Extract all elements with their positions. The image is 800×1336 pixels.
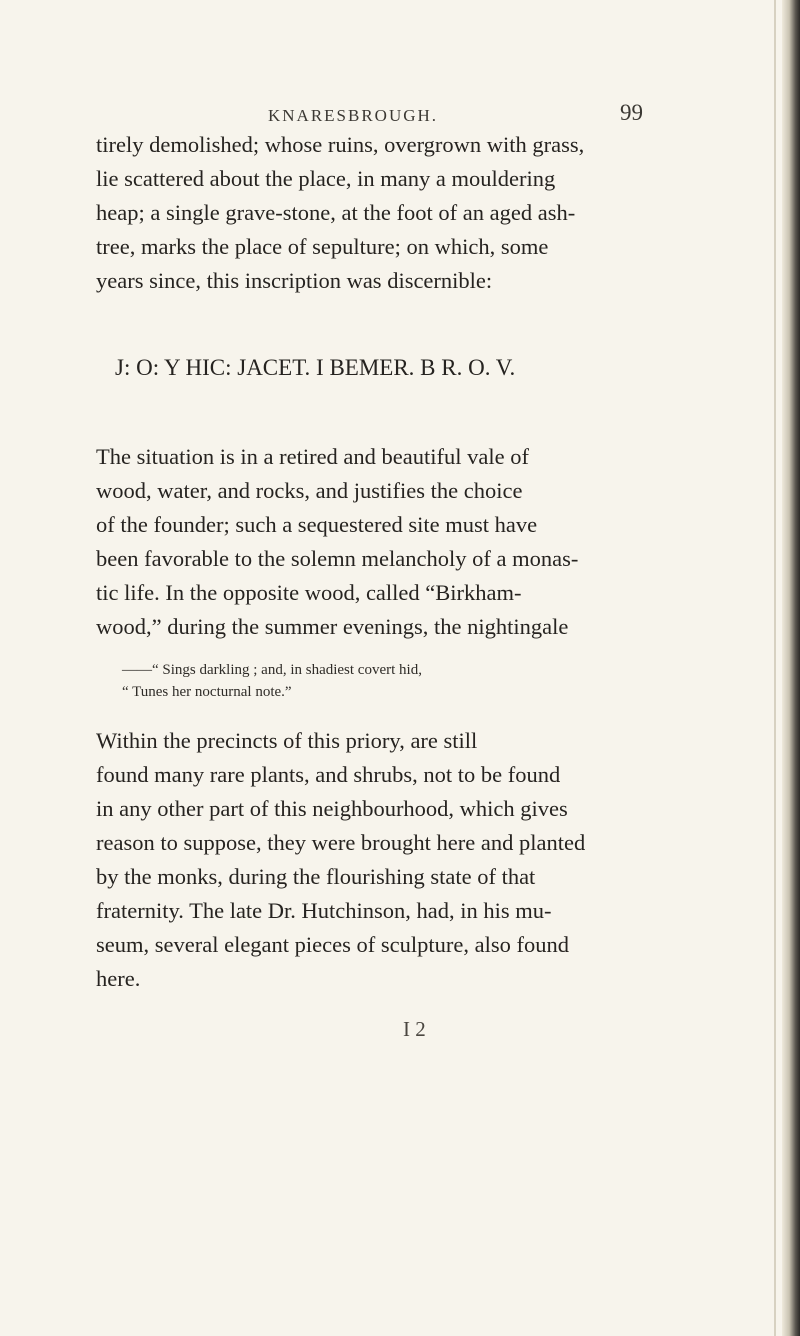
text-line: wood,” during the summer evenings, the nightingale bbox=[96, 614, 569, 639]
page-edge-shadow bbox=[782, 0, 800, 1336]
text-line: heap; a single grave-stone, at the foot of an aged ash- bbox=[96, 200, 576, 225]
text-line: of the founder; such a sequestered site must have bbox=[96, 512, 538, 537]
text-line: tirely demolished; whose ruins, overgrown with grass, bbox=[96, 132, 585, 157]
text-line: fraternity. The late Dr. Hutchinson, had, in his mu- bbox=[96, 898, 552, 923]
text-line: tree, marks the place of sepulture; on which, some bbox=[96, 234, 549, 259]
text-line: Within the precincts of this priory, are still bbox=[96, 728, 478, 753]
signature-mark: I 2 bbox=[403, 1017, 426, 1041]
text-line: years since, this inscription was discernible: bbox=[96, 268, 493, 293]
quote-line: ——“ Sings darkling ; and, in shadiest covert hid, bbox=[122, 662, 422, 678]
quote-line: “ Tunes her nocturnal note.” bbox=[122, 684, 292, 700]
text-line: wood, water, and rocks, and justifies the choice bbox=[96, 478, 523, 503]
text-line: been favorable to the solemn melancholy of a monas- bbox=[96, 546, 579, 571]
text-line: found many rare plants, and shrubs, not to be found bbox=[96, 762, 561, 787]
text-line: in any other part of this neighbourhood, which gives bbox=[96, 796, 568, 821]
text-line: The situation is in a retired and beautiful vale of bbox=[96, 444, 529, 469]
text-line: lie scattered about the place, in many a mouldering bbox=[96, 166, 556, 191]
grave-inscription: J: O: Y HIC: JACET. I BEMER. B R. O. V. bbox=[115, 355, 516, 380]
text-line: here. bbox=[96, 966, 141, 991]
page-number: 99 bbox=[620, 100, 643, 125]
page-header bbox=[0, 88, 800, 128]
text-line: by the monks, during the flourishing state of that bbox=[96, 864, 536, 889]
text-line: seum, several elegant pieces of sculpture, also found bbox=[96, 932, 569, 957]
text-line: reason to suppose, they were brought here and planted bbox=[96, 830, 586, 855]
running-head: KNARESBROUGH. bbox=[268, 106, 439, 125]
page-edge-line bbox=[774, 0, 776, 1336]
text-line: tic life. In the opposite wood, called “Birkham- bbox=[96, 580, 522, 605]
